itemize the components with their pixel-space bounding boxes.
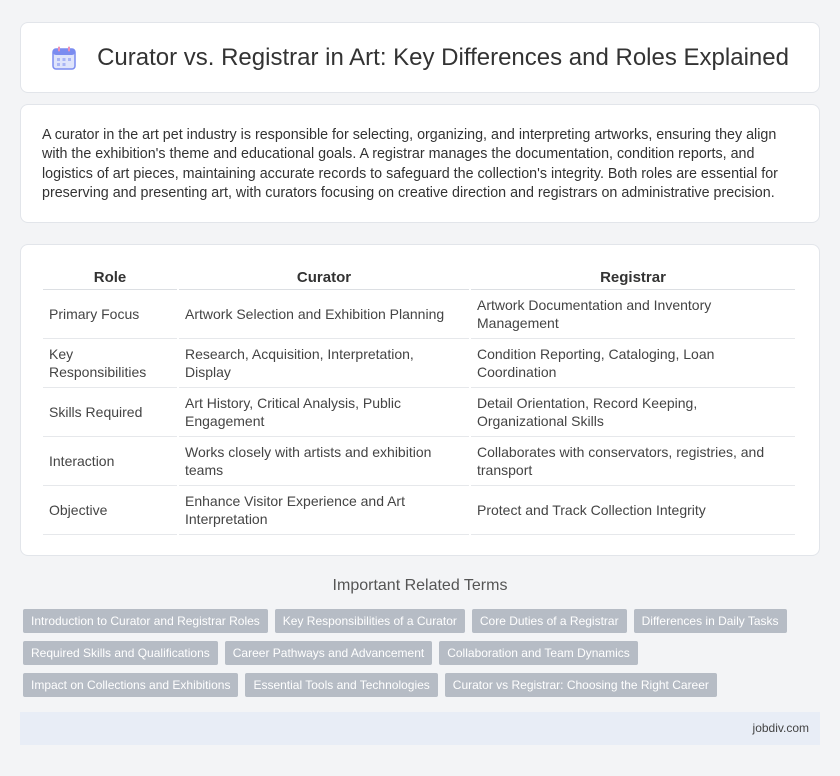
related-term-tag[interactable]: Career Pathways and Advancement xyxy=(225,641,432,665)
intro-card xyxy=(20,104,820,223)
page-title: Curator vs. Registrar in Art: Key Differences and Roles Explained xyxy=(97,43,789,71)
tag-row xyxy=(23,673,803,697)
table-row xyxy=(43,290,795,339)
related-term-tag[interactable]: Key Responsibilities of a Curator xyxy=(275,609,465,633)
calendar-icon xyxy=(51,45,77,71)
column-header-registrar: Registrar xyxy=(471,264,795,290)
table-row xyxy=(43,339,795,388)
curator-cell: Artwork Selection and Exhibition Planning xyxy=(179,290,469,339)
table-row xyxy=(43,437,795,486)
curator-cell: Art History, Critical Analysis, Public Engagement xyxy=(179,388,469,437)
related-term-tag[interactable]: Required Skills and Qualifications xyxy=(23,641,218,665)
registrar-cell: Condition Reporting, Cataloging, Loan Coordination xyxy=(471,339,795,388)
related-terms-title: Important Related Terms xyxy=(332,577,508,594)
title-card xyxy=(20,22,820,93)
registrar-cell: Protect and Track Collection Integrity xyxy=(471,486,795,535)
row-label: Primary Focus xyxy=(43,290,177,339)
curator-cell: Research, Acquisition, Interpretation, Display xyxy=(179,339,469,388)
table-row xyxy=(43,486,795,535)
curator-cell: Works closely with artists and exhibition teams xyxy=(179,437,469,486)
comparison-table xyxy=(41,264,797,535)
column-header-role: Role xyxy=(43,264,177,290)
table-header-row xyxy=(43,264,795,290)
related-term-tag[interactable]: Curator vs Registrar: Choosing the Right Career xyxy=(445,673,717,697)
row-label: Skills Required xyxy=(43,388,177,437)
column-header-curator: Curator xyxy=(179,264,469,290)
registrar-cell: Artwork Documentation and Inventory Management xyxy=(471,290,795,339)
row-label: Objective xyxy=(43,486,177,535)
intro-paragraph: A curator in the art pet industry is responsible for selecting, organizing, and interpreting artworks, ensuring they align with the exhibition's theme and educational goals. A registrar manages the documentation, condition reports, and logistics of art pieces, maintaining accurate records to safeguard the collection's integrity. Both roles are essential for preserving and presenting art, with curators focusing on creative direction and registrars on administrative precision. xyxy=(42,127,778,201)
related-term-tag[interactable]: Introduction to Curator and Registrar Roles xyxy=(23,609,268,633)
row-label: Key Responsibilities xyxy=(43,339,177,388)
footer-site-link[interactable]: jobdiv.com xyxy=(752,721,809,735)
row-label: Interaction xyxy=(43,437,177,486)
related-term-tag[interactable]: Differences in Daily Tasks xyxy=(634,609,787,633)
related-term-tag[interactable]: Impact on Collections and Exhibitions xyxy=(23,673,238,697)
tag-row xyxy=(23,609,803,633)
footer-bar xyxy=(20,712,820,745)
comparison-card xyxy=(20,244,820,556)
registrar-cell: Detail Orientation, Record Keeping, Organizational Skills xyxy=(471,388,795,437)
tag-row xyxy=(23,641,803,665)
related-term-tag[interactable]: Essential Tools and Technologies xyxy=(245,673,437,697)
registrar-cell: Collaborates with conservators, registries, and transport xyxy=(471,437,795,486)
related-term-tag[interactable]: Core Duties of a Registrar xyxy=(472,609,627,633)
curator-cell: Enhance Visitor Experience and Art Interpretation xyxy=(179,486,469,535)
related-term-tag[interactable]: Collaboration and Team Dynamics xyxy=(439,641,638,665)
related-terms-list xyxy=(23,609,803,705)
table-row xyxy=(43,388,795,437)
